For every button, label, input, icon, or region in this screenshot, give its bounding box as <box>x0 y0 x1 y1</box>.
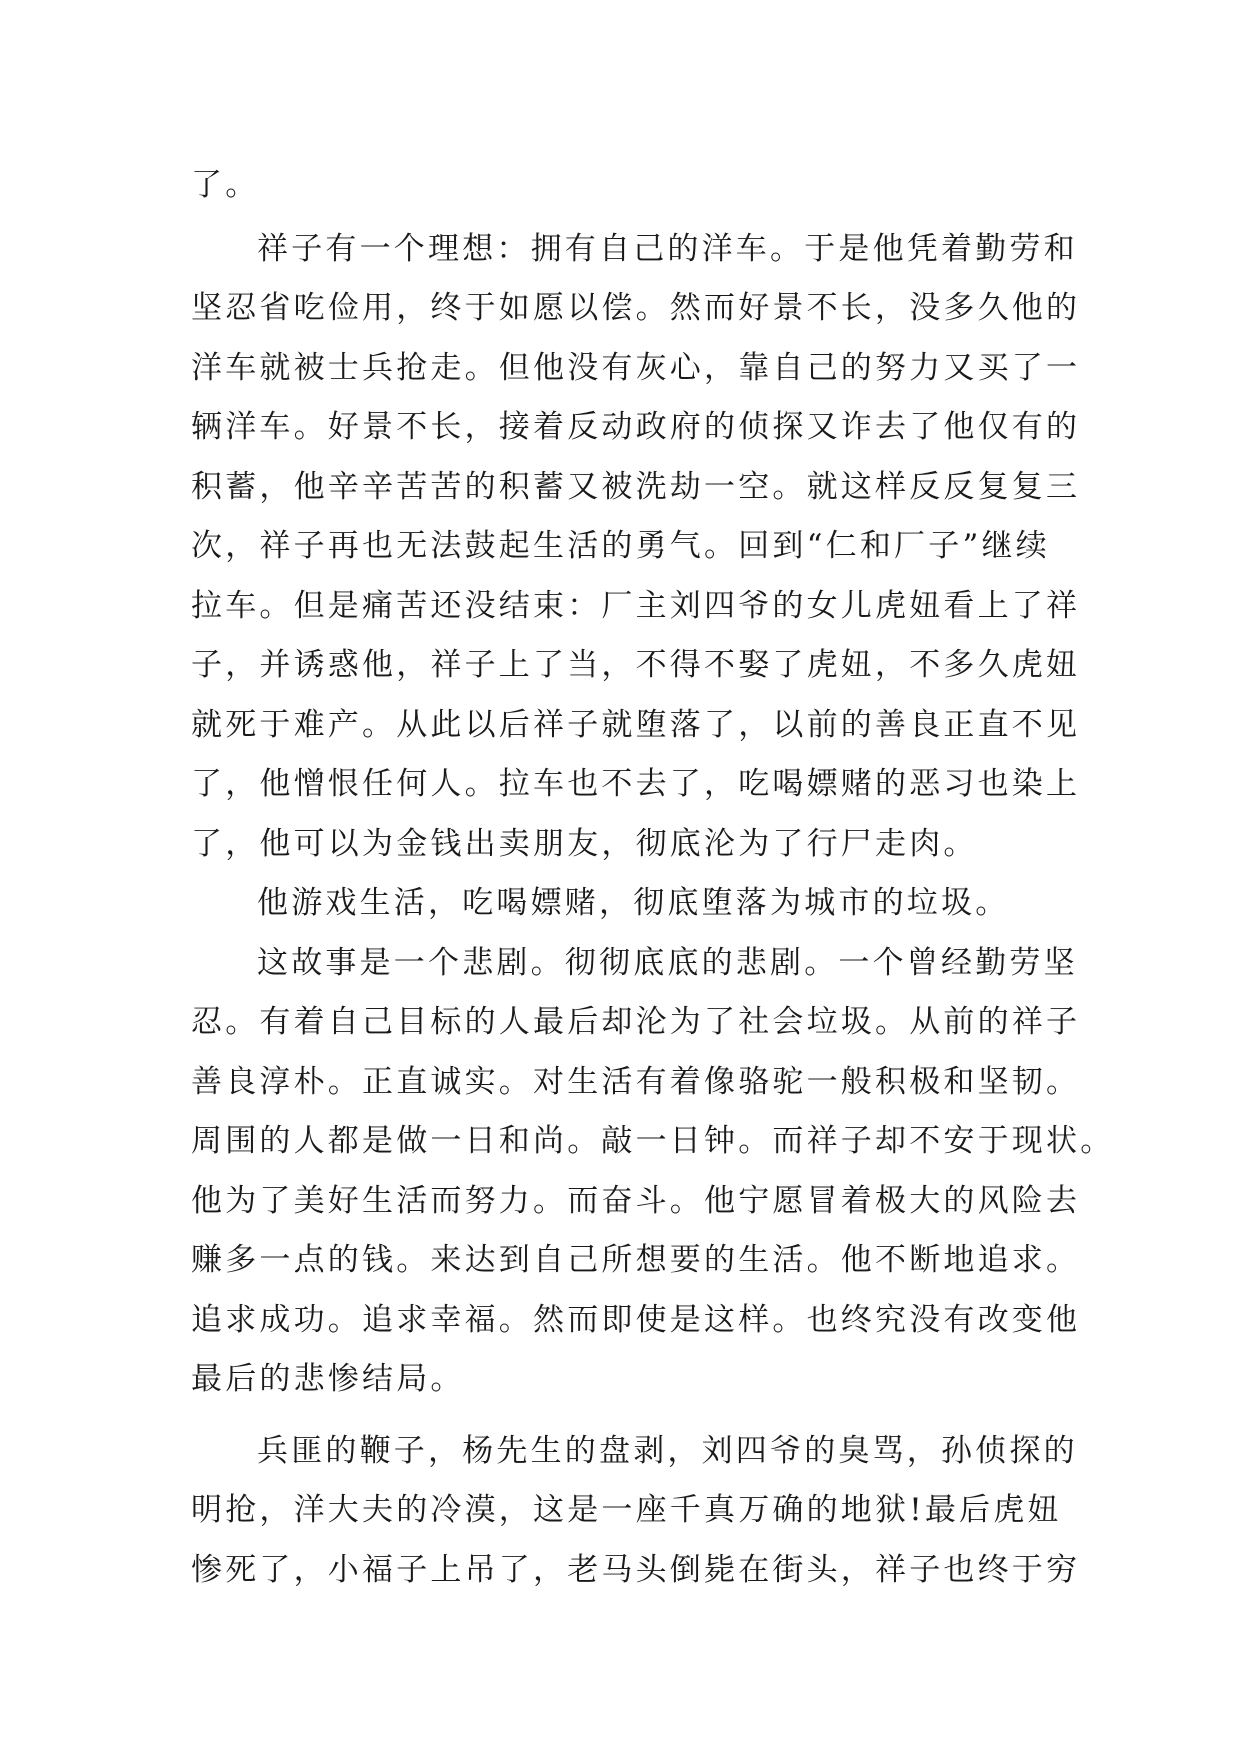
text-line: 拉车。但是痛苦还没结束：厂主刘四爷的女儿虎妞看上了祥 <box>191 587 1081 624</box>
text-line: 周围的人都是做一日和尚。敲一日钟。而祥子却不安于现状。 <box>191 1123 1115 1159</box>
text-line: 明抢，洋大夫的冷漠，这是一座千真万确的地狱!最后虎妞 <box>191 1492 1062 1528</box>
paragraph <box>191 1422 1081 1601</box>
paragraph <box>191 934 1115 1410</box>
text-line: 坚忍省吃俭用，终于如愿以偿。然而好景不长，没多久他的 <box>191 290 1081 326</box>
text-line: 惨死了，小福子上吊了，老马头倒毙在街头，祥子也终于穷 <box>191 1551 1081 1588</box>
text-line: 次，祥子再也无法鼓起生活的勇气。回到“仁和厂子”继续 <box>191 528 1050 564</box>
text-line: 就死于难产。从此以后祥子就堕落了，以前的善良正直不见 <box>191 706 1081 743</box>
paragraph <box>191 874 1071 934</box>
text-line: 祥子有一个理想：拥有自己的洋车。于是他凭着勤劳和 <box>257 230 1078 267</box>
text-line: 他为了美好生活而努力。而奋斗。他宁愿冒着极大的风险去 <box>191 1182 1081 1219</box>
text-line: 积蓄，他辛辛苦苦的积蓄又被洗劫一空。就这样反反复复三 <box>191 468 1081 505</box>
text-line: 他游戏生活，吃喝嫖赌，彻底堕落为城市的垃圾。 <box>257 885 1010 921</box>
text-line: 这故事是一个悲剧。彻彻底底的悲剧。一个曾经勤劳坚 <box>257 944 1078 981</box>
text-line: 赚多一点的钱。来达到自己所想要的生活。他不断地追求。 <box>191 1242 1081 1278</box>
text-line: 善良淳朴。正直诚实。对生活有着像骆驼一般积极和坚韧。 <box>191 1063 1081 1100</box>
text-line: 了，他憎恨任何人。拉车也不去了，吃喝嫖赌的恶习也染上 <box>191 766 1081 802</box>
text-line: 忍。有着自己目标的人最后却沦为了社会垃圾。从前的祥子 <box>191 1004 1081 1040</box>
text-line: 最后的悲惨结局。 <box>191 1361 465 1397</box>
paragraph <box>191 156 1071 216</box>
text-line: 子，并诱惑他，祥子上了当，不得不娶了虎妞，不多久虎妞 <box>191 647 1081 683</box>
text-line: 兵匪的鞭子，杨先生的盘剥，刘四爷的臭骂，孙侦探的 <box>257 1432 1078 1469</box>
paragraph <box>191 220 1081 875</box>
text-line: 洋车就被士兵抢走。但他没有灰心，靠自己的努力又买了一 <box>191 349 1081 386</box>
text-line: 了。 <box>191 167 260 203</box>
body-text <box>191 156 1115 1600</box>
text-line: 辆洋车。好景不长，接着反动政府的侦探又诈去了他仅有的 <box>191 409 1081 445</box>
text-line: 了，他可以为金钱出卖朋友，彻底沦为了行尸走肉。 <box>191 825 978 862</box>
text-line: 追求成功。追求幸福。然而即使是这样。也终究没有改变他 <box>191 1301 1081 1338</box>
